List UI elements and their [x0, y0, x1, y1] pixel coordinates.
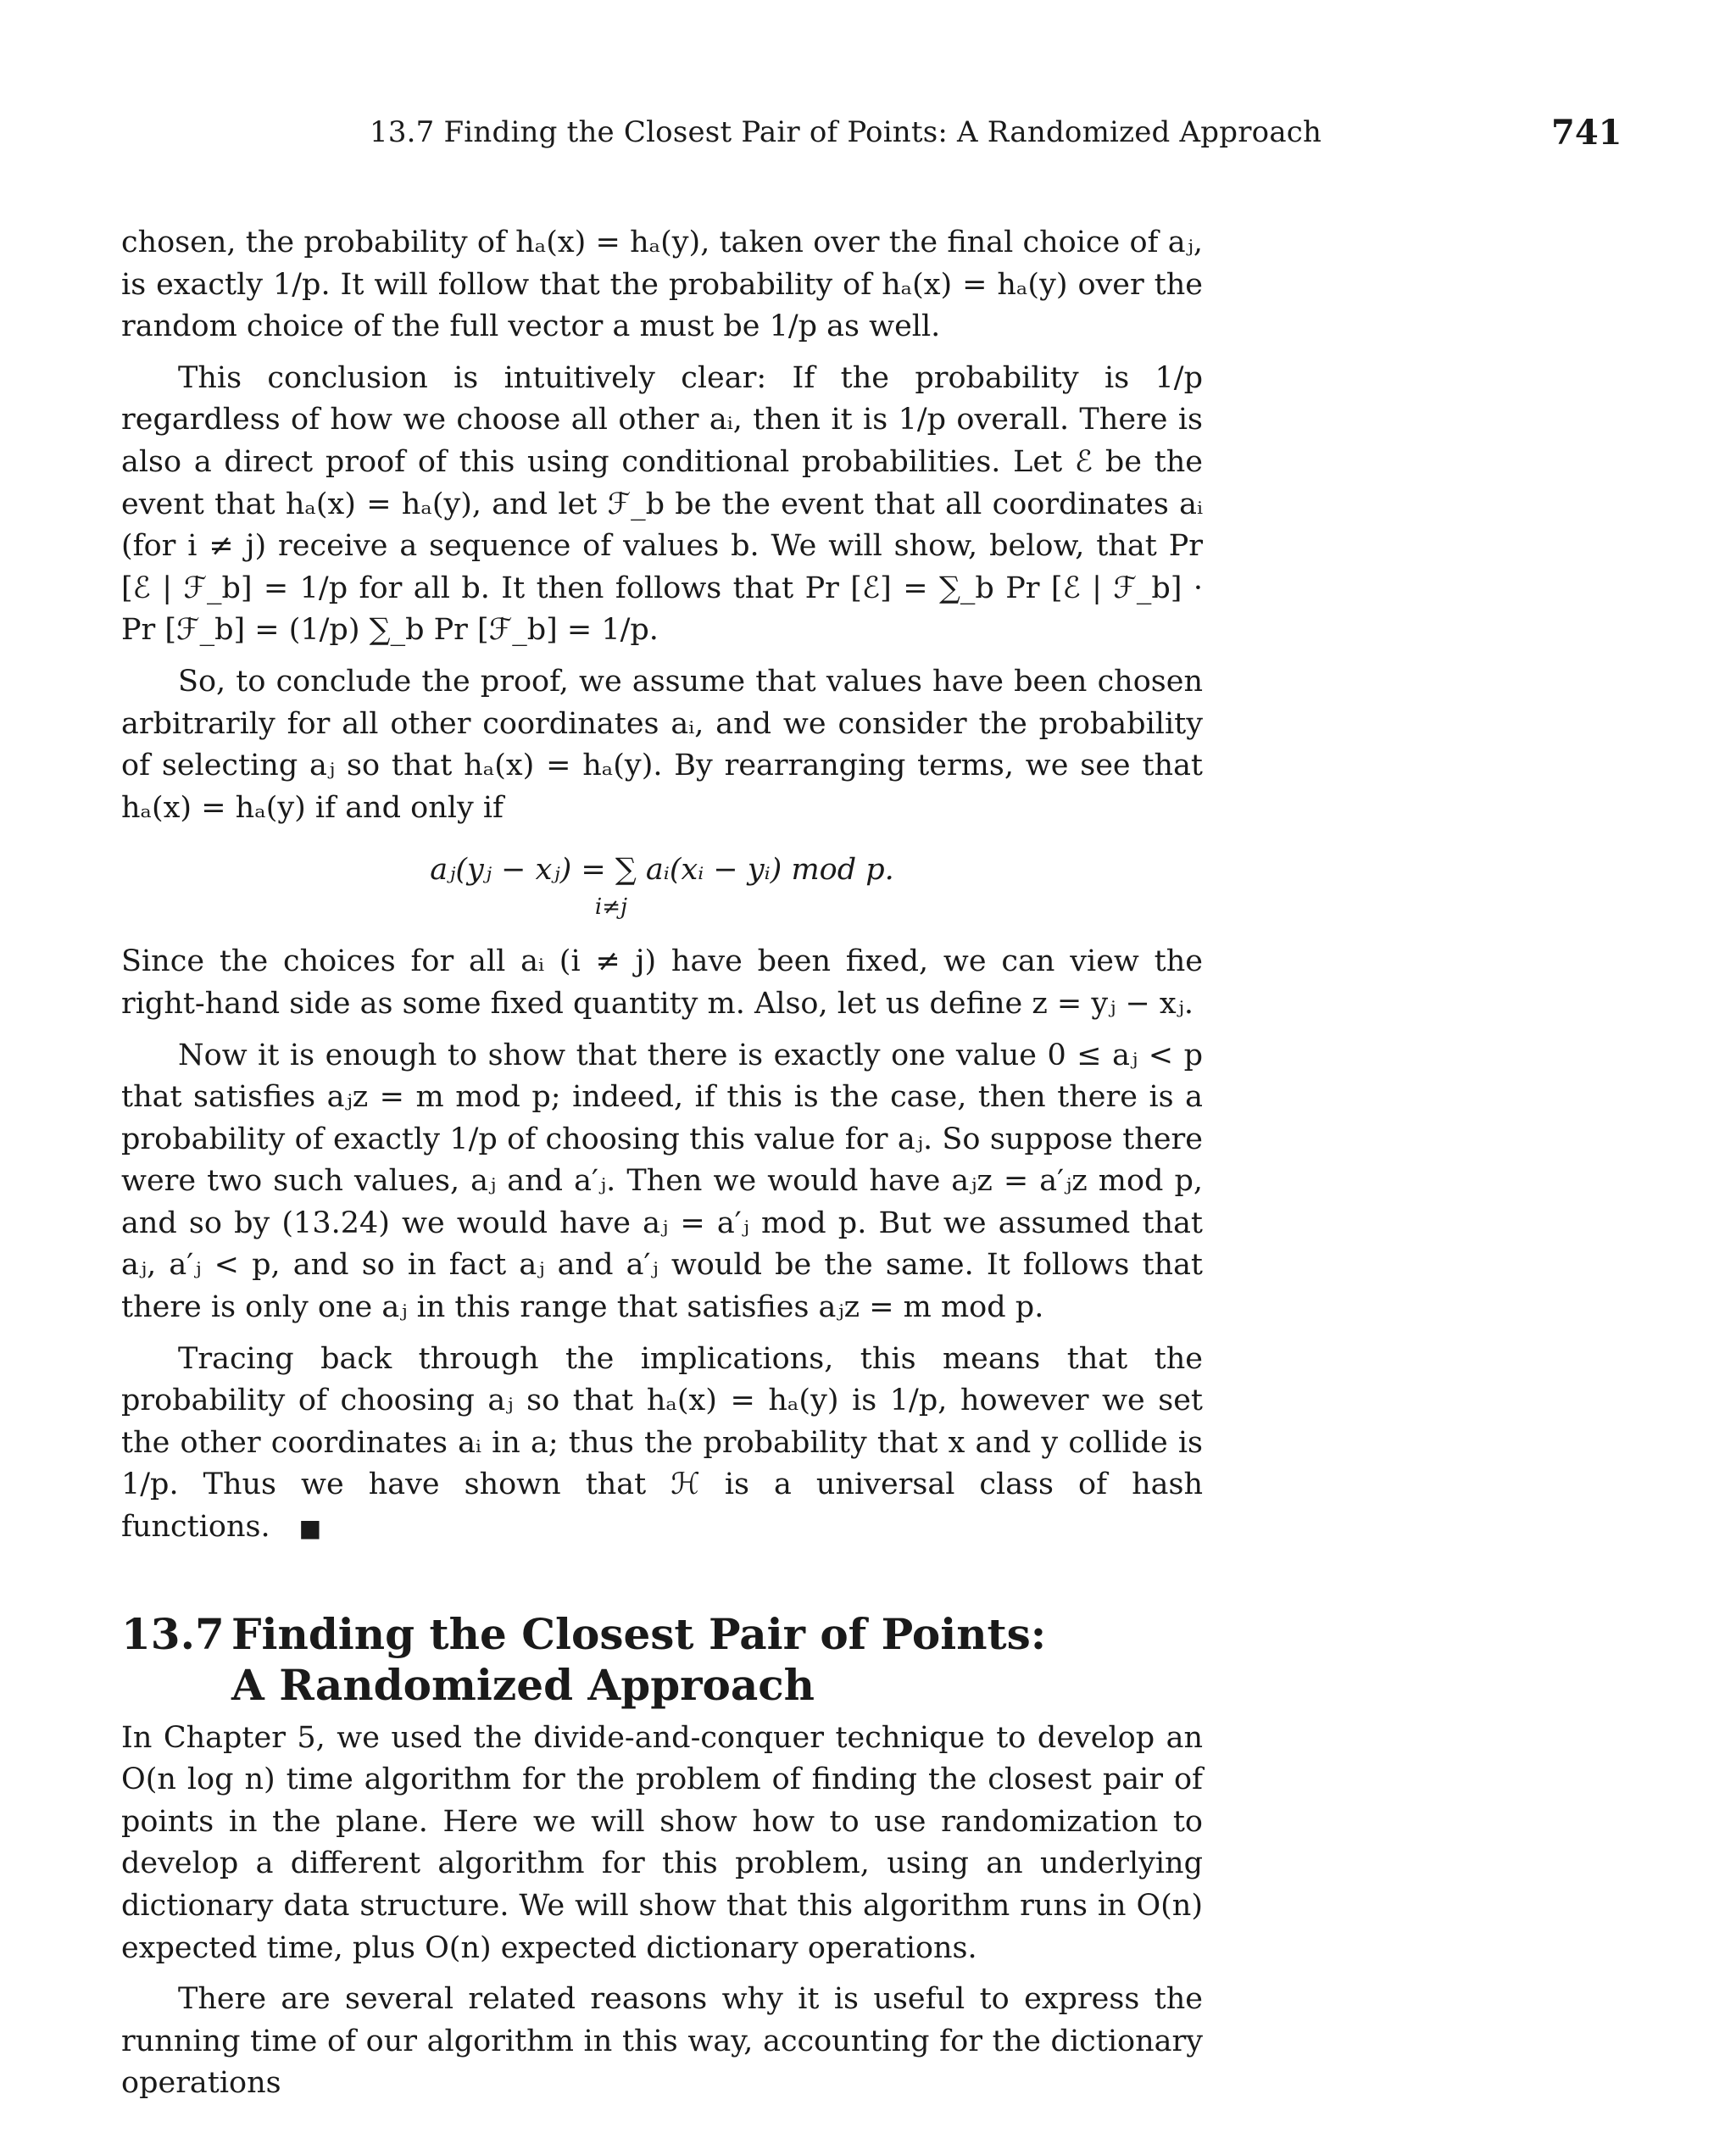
paragraph-6: [121, 1339, 1203, 1550]
section-title-line2: A Randomized Approach: [231, 1659, 815, 1710]
qed-icon: ■: [298, 1514, 322, 1543]
section-paragraph-2: There are several related reasons why it is useful to express the running time of our algorithm in this way, accounting for the dictionary operations: [121, 1982, 1203, 2101]
section-number: 13.7: [121, 1608, 225, 1659]
paragraph-2: This conclusion is intuitively clear: If the probability is 1/p regardless of how we choose all other aᵢ, then it is 1/p overall. There is also a direct proof of this using conditional probabilities. Let ℰ be the event that hₐ(x) = hₐ(y), and let ℱ_b be the event that all coordinates aᵢ (for i ≠ j) receive a sequence of values b. We will show, below, that Pr [ℰ | ℱ_b] = 1/p for all b. It then follows that Pr [ℰ] = ∑_b Pr [ℰ | ℱ_b] · Pr [ℱ_b] = (1/p) ∑_b Pr [ℱ_b] = 1/p.: [121, 360, 1203, 648]
paragraph-1: chosen, the probability of hₐ(x) = hₐ(y), taken over the final choice of aⱼ, is exactly 1/p. It will follow that the probability of hₐ(x) = hₐ(y) over the random choice of the full vector a must be 1/p as well.: [121, 226, 1203, 344]
section-heading: [121, 1609, 1203, 1711]
paragraph-5: Now it is enough to show that there is exactly one value 0 ≤ aⱼ < p that satisfies aⱼz = m mod p; indeed, if this is the case, then there is a probability of exactly 1/p of choosing this value for aⱼ. So suppose there were two such values, aⱼ and a′ⱼ. Then we would have aⱼz = a′ⱼz mod p, and so by (13.24) we would have aⱼ = a′ⱼ mod p. But we assumed that aⱼ, a′ⱼ < p, and so in fact aⱼ and a′ⱼ would be the same. It follows that there is only one aⱼ in this range that satisfies aⱼz = m mod p.: [121, 1038, 1203, 1325]
running-head: 13.7 Finding the Closest Pair of Points: A Randomized Approach: [370, 115, 1322, 149]
paragraph-3: So, to conclude the proof, we assume that values have been chosen arbitrarily for all other coordinates aᵢ, and we consider the probability of selecting aⱼ so that hₐ(x) = hₐ(y). By rearranging terms, we see that hₐ(x) = hₐ(y) if and only if: [121, 664, 1203, 825]
equation-main: aⱼ(yⱼ − xⱼ) = ∑ aᵢ(xᵢ − yᵢ) mod p.: [430, 853, 894, 888]
paragraph-6-text: Tracing back through the implications, this means that the probability of choosing aⱼ so that hₐ(x) = hₐ(y) is 1/p, however we set the other coordinates aᵢ in a; thus the probability that x and y collide is 1/p. Thus we have shown that ℋ is a universal class of hash functions.: [121, 1341, 1203, 1545]
page-body: [121, 222, 1203, 2114]
display-equation: [121, 851, 1203, 926]
page-number: 741: [1551, 113, 1622, 153]
paragraph-4: Since the choices for all aᵢ (i ≠ j) have been fixed, we can view the right-hand side as some fixed quantity m. Also, let us define z = yⱼ − xⱼ.: [121, 944, 1203, 1021]
section-title-line1: Finding the Closest Pair of Points:: [231, 1608, 1047, 1659]
section-paragraph-1: In Chapter 5, we used the divide-and-conquer technique to develop an O(n log n) time algorithm for the problem of finding the closest pair of points in the plane. Here we will show how to use randomization to develop a different algorithm for this problem, using an underlying dictionary data structure. We will show that this algorithm runs in O(n) expected time, plus O(n) expected dictionary operations.: [121, 1720, 1203, 1965]
equation-subscript: i≠j: [594, 894, 628, 921]
